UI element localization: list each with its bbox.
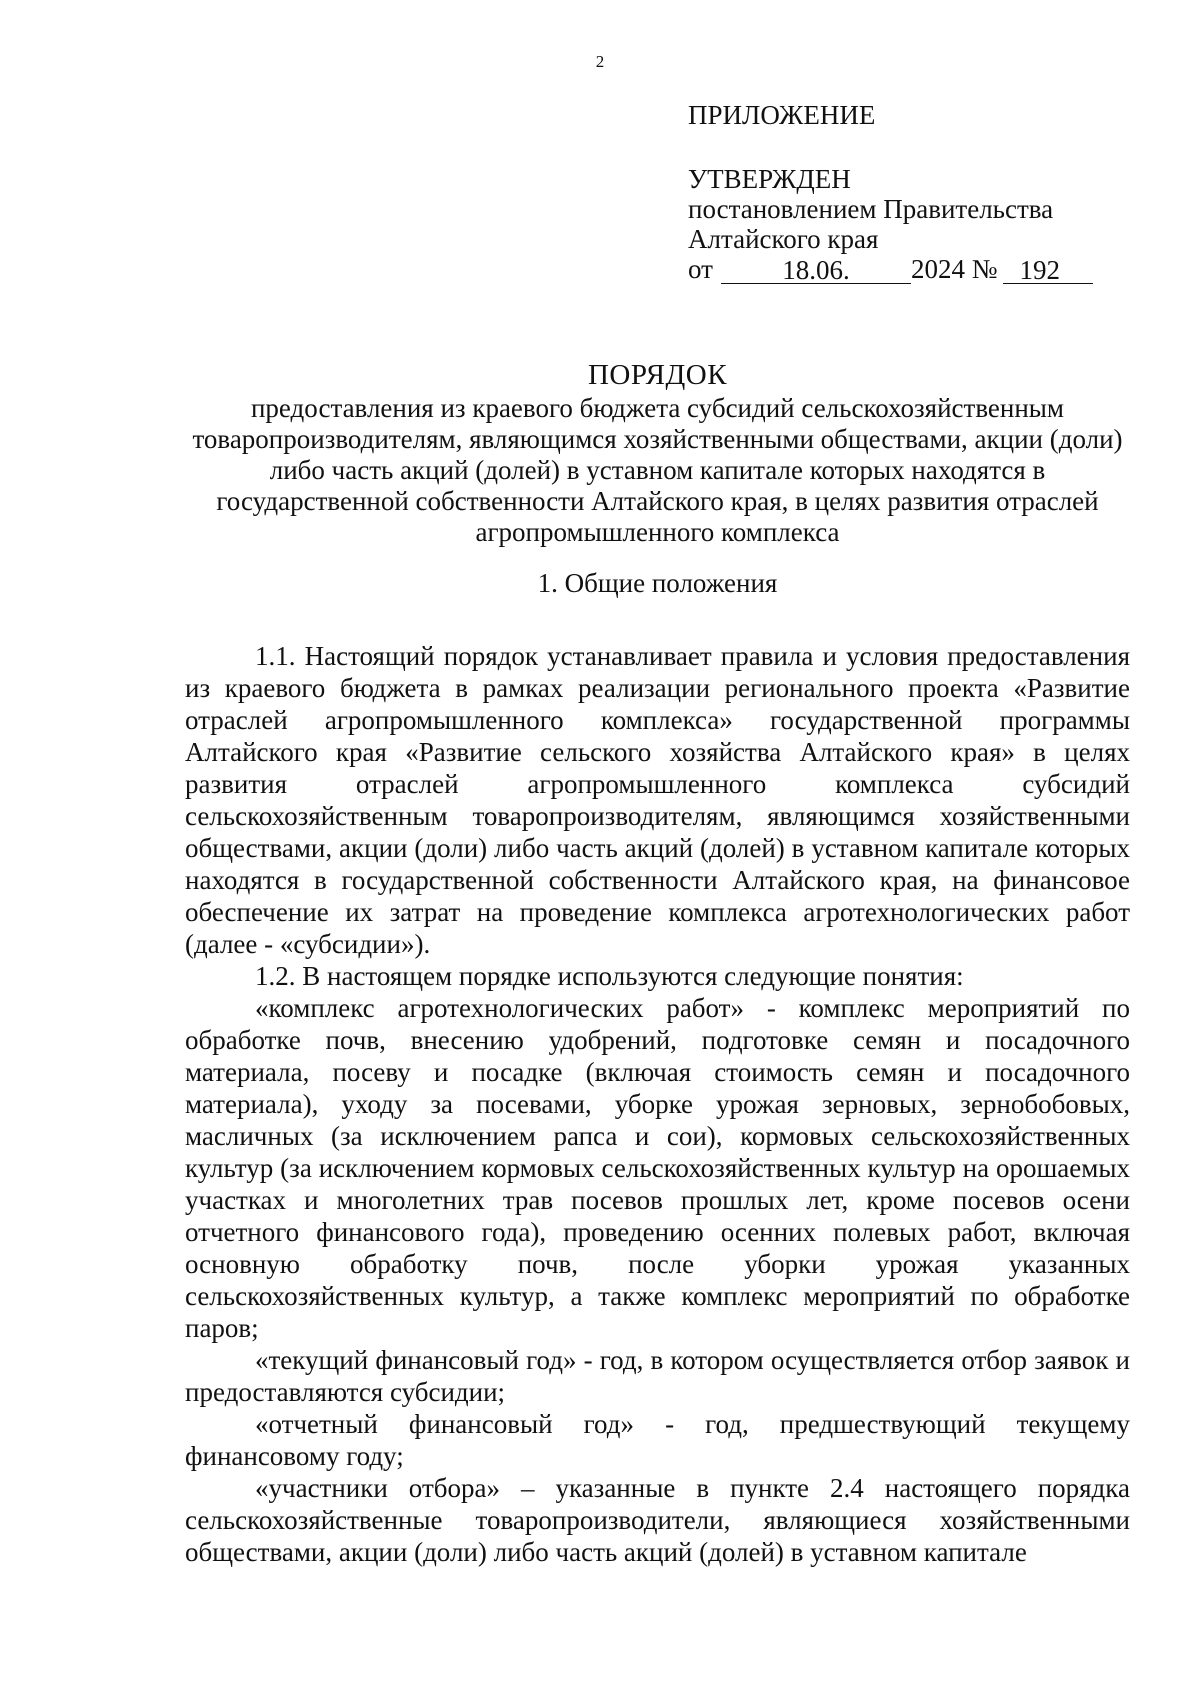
body-text (185, 640, 1130, 1568)
appendix-label: ПРИЛОЖЕНИЕ (688, 100, 876, 130)
section-heading: 1. Общие положения (537, 568, 778, 598)
paragraph: «комплекс агротехнологических работ» - комплекс мероприятий по обработке почв, внесению удобрений, подготовке семян и посадочного материала, посеву и посадке (включая стоимость семян и посадочного материала), уходу за посевами, уборке урожая зерновых, зернобобовых, масличных (за исключением рапса и сои), кормовых сельскохозяйственных культур (за исключением кормовых сельскохозяйственных культур на орошаемых участках и многолетних трав посевов прошлых лет, кроме посевов осени отчетного финансового года), проведению осенних полевых работ, включая основную обработку почв, после уборки урожая указанных сельскохозяйственных культур, а также комплекс мероприятий по обработке паров; (185, 993, 1130, 1343)
region-line: Алтайского края (688, 224, 879, 254)
year-number-text: 2024 № (910, 254, 998, 284)
paragraph: «участники отбора» – указанные в пункте 2.4 настоящего порядка сельскохозяйственные товаропроизводители, являющиеся хозяйственными обществами, акции (доли) либо часть акций (долей) в уставном капитале (185, 1473, 1130, 1567)
paragraph: 1.2. В настоящем порядке используются следующие понятия: (255, 961, 964, 991)
resolution-line: постановлением Правительства (688, 194, 1054, 224)
paragraph: «текущий финансовый год» - год, в котором осуществляется отбор заявок и предоставляются субсидии; (185, 1345, 1130, 1407)
document-subtitle: предоставления из краевого бюджета субсидий сельскохозяйственным товаропроизводителям, являющимся хозяйственными обществами, акции (доли) либо часть акций (долей) в уставном капитале которых находятся в государственной собственности Алтайского края, в целях развития отраслей агропромышленного комплекса (192, 393, 1123, 547)
paragraph: «отчетный финансовый год» - год, предшествующий текущему финансовому году; (185, 1409, 1130, 1471)
paragraph: 1.1. Настоящий порядок устанавливает правила и условия предоставления из краевого бюджета в рамках реализации регионального проекта «Развитие отраслей агропромышленного комплекса» государственной программы Алтайского края «Развитие сельского хозяйства Алтайского края» в целях развития отраслей агропромышленного комплекса субсидий сельскохозяйственным товаропроизводителям, являющимся хозяйственными обществами, акции (доли) либо часть акций (долей) в уставном капитале которых находятся в государственной собственности Алтайского края, на финансовое обеспечение их затрат на проведение комплекса агротехнологических работ (далее - «субсидии»). (185, 641, 1130, 959)
page-number: 2 (595, 52, 605, 71)
document-title-block (185, 360, 1130, 548)
date-number-line (688, 254, 1148, 284)
number-value: 192 (1003, 257, 1093, 284)
approved-label: УТВЕРЖДЕН (688, 164, 851, 194)
date-value: 18.06. (721, 257, 911, 284)
date-prefix: от (688, 254, 713, 284)
approval-header (688, 100, 1148, 284)
document-title: ПОРЯДОК (587, 359, 728, 391)
